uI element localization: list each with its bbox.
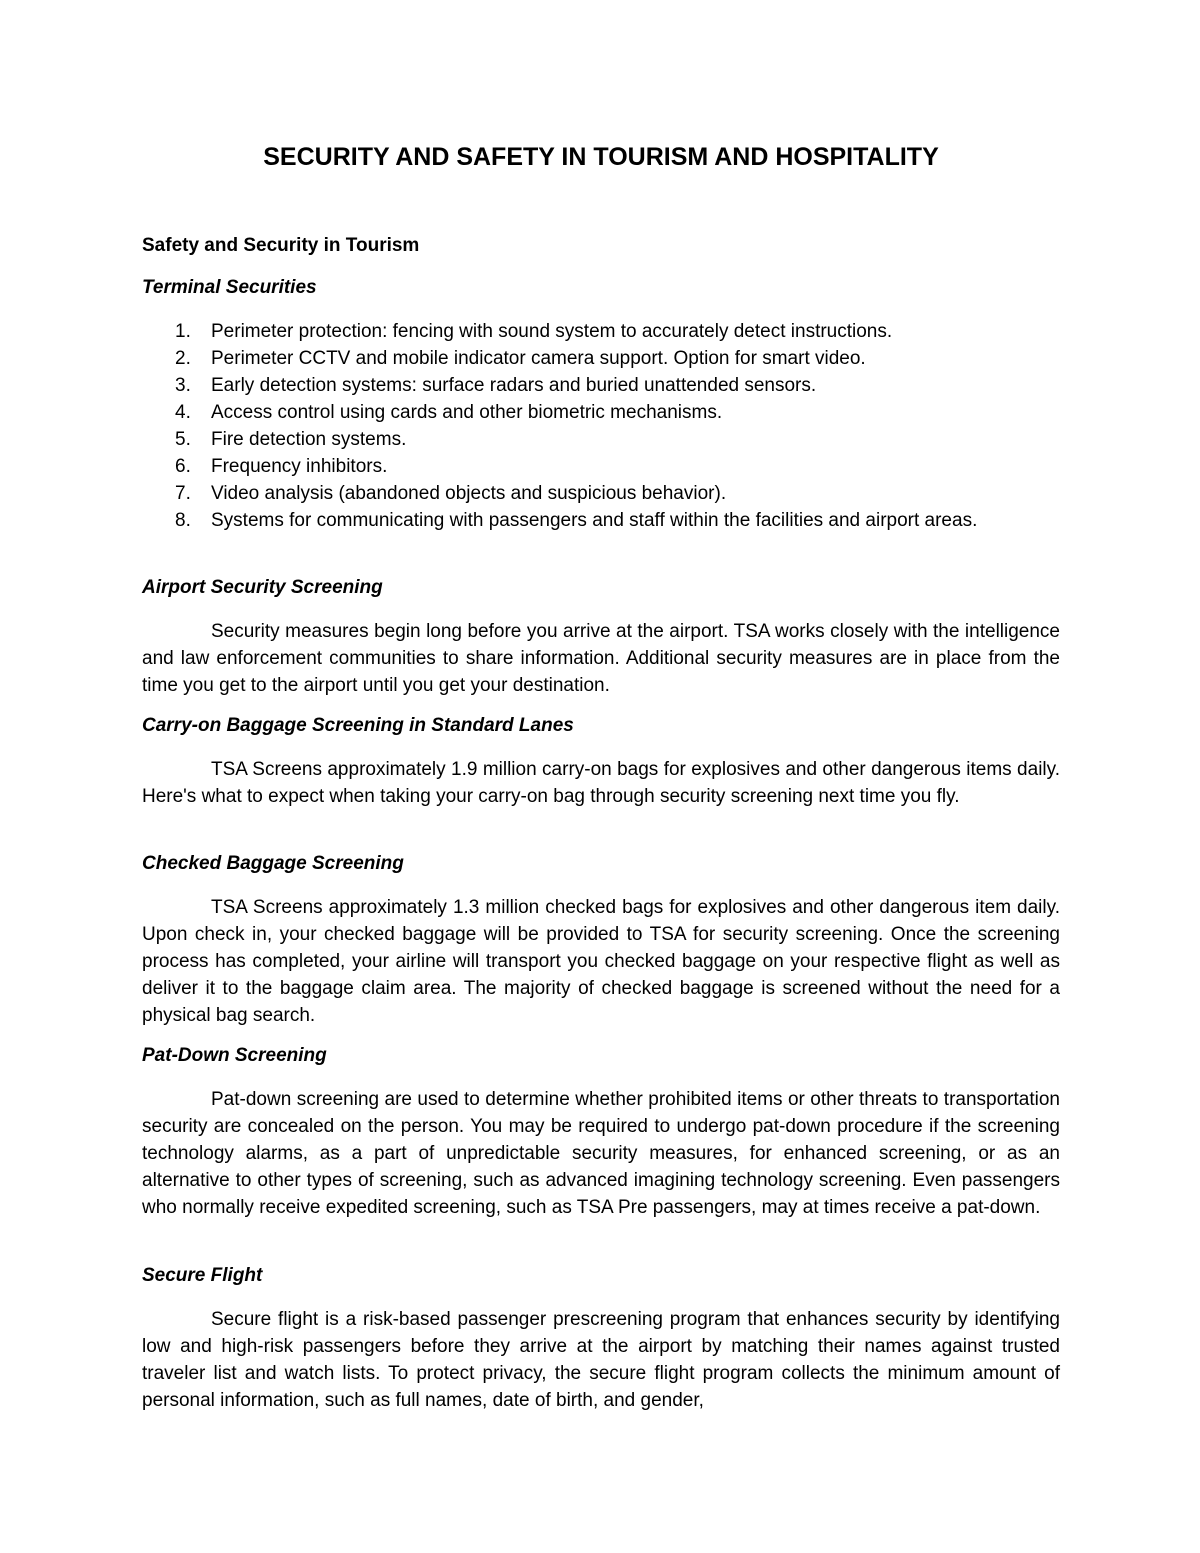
secure-flight-heading: Secure Flight [142, 1265, 263, 1286]
list-item-number: 5. [175, 429, 191, 450]
airport-security-screening-paragraph: Security measures begin long before you arrive at the airport. TSA works closely with the intelligence and law enforcement communities to share information. Additional security measures are in place from the time you get to the airport until you get your destination. [142, 621, 1060, 696]
list-item [142, 507, 1060, 534]
carry-on-screening-heading: Carry-on Baggage Screening in Standard Lanes [142, 715, 574, 736]
list-item [142, 372, 1060, 399]
list-item-text: Access control using cards and other biometric mechanisms. [211, 402, 723, 423]
terminal-securities-list [142, 318, 1060, 534]
list-item-text: Early detection systems: surface radars and buried unattended sensors. [211, 375, 817, 396]
list-item-number: 6. [175, 456, 191, 477]
list-item [142, 480, 1060, 507]
list-item [142, 345, 1060, 372]
list-item [142, 426, 1060, 453]
list-item-number: 3. [175, 375, 191, 396]
list-item [142, 399, 1060, 426]
pat-down-screening-paragraph: Pat-down screening are used to determine whether prohibited items or other threats to transportation security are concealed on the person. You may be required to undergo pat-down procedure if the screening technology alarms, as a part of unpredictable security measures, for enhanced screening, or as an alternative to other types of screening, such as advanced imagining technology screening. Even passengers who normally receive expedited screening, such as TSA Pre passengers, may at times receive a pat-down. [142, 1089, 1060, 1218]
terminal-securities-heading: Terminal Securities [142, 277, 317, 298]
list-item-number: 4. [175, 402, 191, 423]
list-item-text: Perimeter CCTV and mobile indicator camera support. Option for smart video. [211, 348, 866, 369]
list-item [142, 453, 1060, 480]
carry-on-screening-paragraph: TSA Screens approximately 1.9 million carry-on bags for explosives and other dangerous items daily. Here's what to expect when taking your carry-on bag through security screening next time you fly. [142, 759, 1060, 807]
checked-baggage-screening-heading: Checked Baggage Screening [142, 853, 404, 874]
list-item-text: Fire detection systems. [211, 429, 407, 450]
secure-flight-paragraph: Secure flight is a risk-based passenger prescreening program that enhances security by identifying low and high-risk passengers before they arrive at the airport by matching their names against trusted traveler list and watch lists. To protect privacy, the secure flight program collects the minimum amount of personal information, such as full names, date of birth, and gender, [142, 1309, 1060, 1411]
list-item-text: Frequency inhibitors. [211, 456, 388, 477]
list-item-text: Perimeter protection: fencing with sound system to accurately detect instructions. [211, 321, 893, 342]
checked-baggage-screening-paragraph: TSA Screens approximately 1.3 million checked bags for explosives and other dangerous item daily. Upon check in, your checked baggage will be provided to TSA for security screening. Once the screening process has completed, your airline will transport you checked baggage on your respective flight as well as deliver it to the baggage claim area. The majority of checked baggage is screened without the need for a physical bag search. [142, 897, 1060, 1026]
document-title: SECURITY AND SAFETY IN TOURISM AND HOSPITALITY [263, 143, 939, 171]
list-item-number: 2. [175, 348, 191, 369]
airport-security-screening-heading: Airport Security Screening [142, 577, 383, 598]
list-item-number: 1. [175, 321, 191, 342]
pat-down-screening-heading: Pat-Down Screening [142, 1045, 327, 1066]
list-item-text: Video analysis (abandoned objects and suspicious behavior). [211, 483, 727, 504]
list-item [142, 318, 1060, 345]
list-item-number: 7. [175, 483, 191, 504]
section-heading: Safety and Security in Tourism [142, 235, 420, 256]
list-item-text: Systems for communicating with passengers and staff within the facilities and airport areas. [211, 510, 978, 531]
list-item-number: 8. [175, 510, 191, 531]
